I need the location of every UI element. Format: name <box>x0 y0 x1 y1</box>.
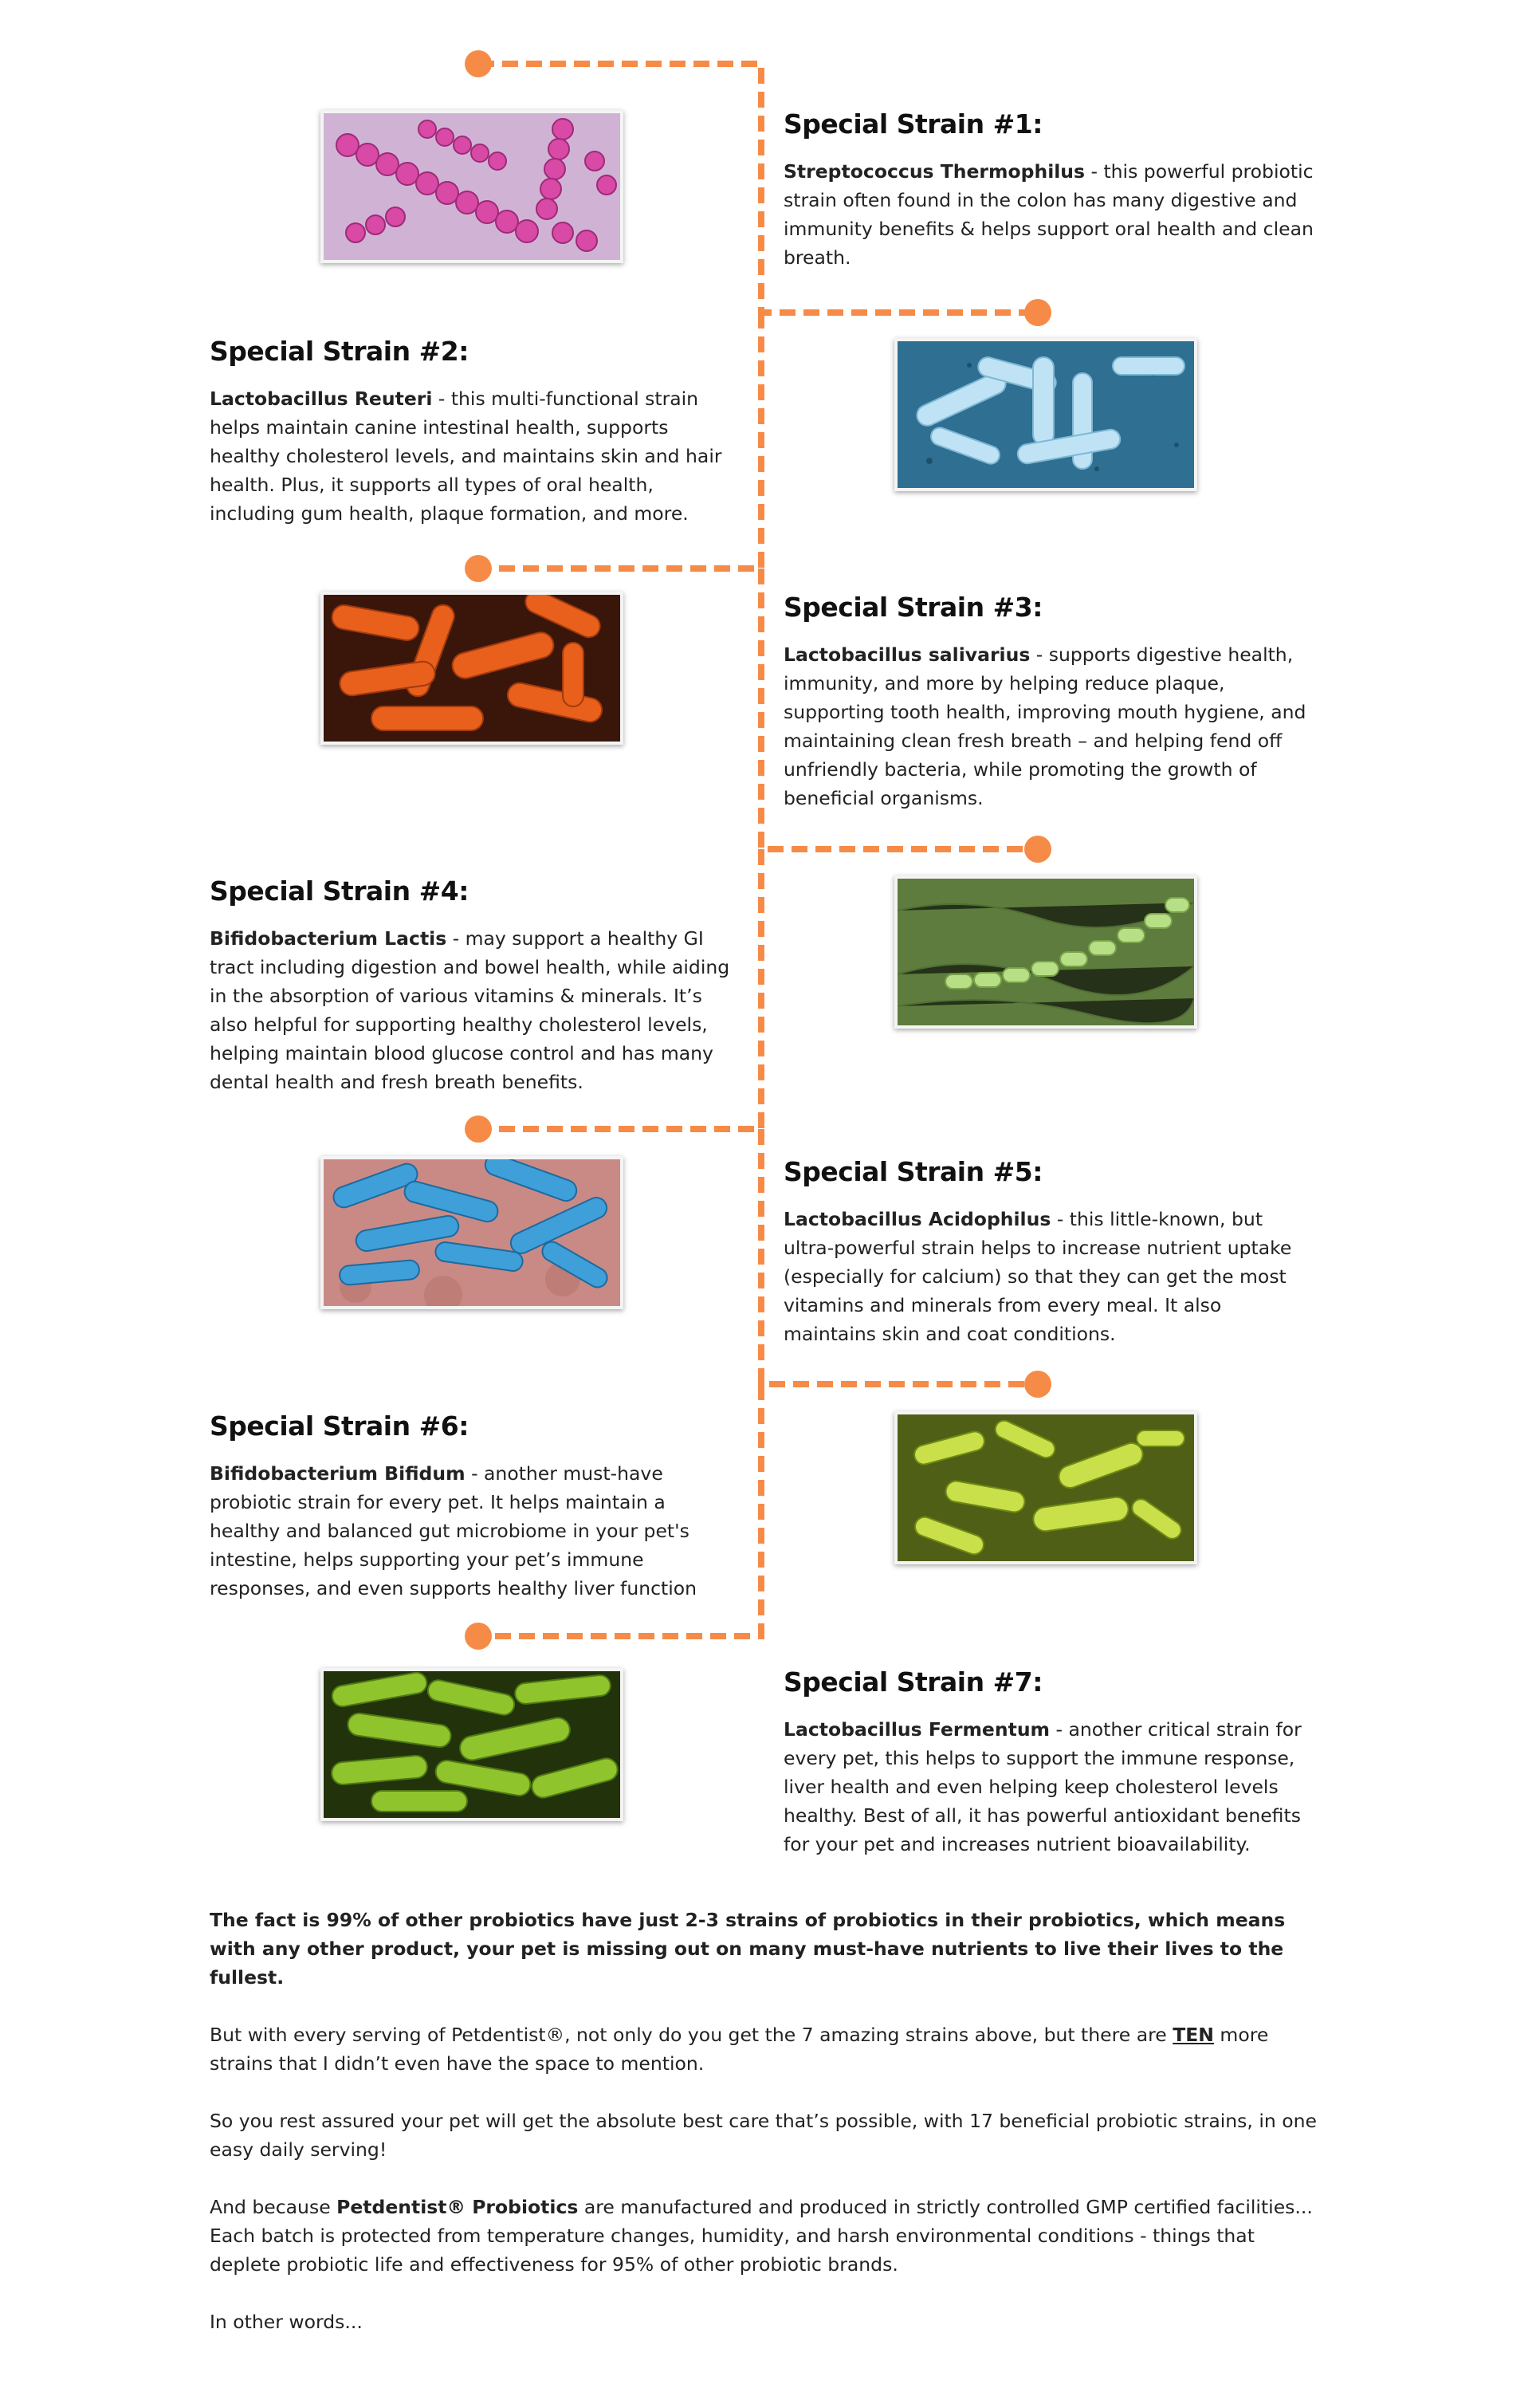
serving-text-end: more strains that I didn’t even have the space to mention. <box>210 2024 1269 2075</box>
strain-description-text: - another critical strain for every pet, this helps to support the immune response, liver health and even helping keep cholesterol levels healthy. Best of all, it has powerful antioxidant benefits for your pet and increases nutrient bioavailability. <box>784 1718 1302 1855</box>
rest-assured-paragraph: So you rest assured your pet will get the absolute best care that’s possible, with 17 beneficial probiotic strains, in one easy daily serving! <box>210 2110 1317 2161</box>
gmp-text-start: And because <box>210 2196 337 2218</box>
in-other-words-paragraph: In other words... <box>210 2311 363 2333</box>
timeline-dot <box>465 50 492 77</box>
serving-paragraph <box>210 2020 1326 2078</box>
strain-title: Special Strain #2: <box>210 336 469 367</box>
blue-bacteria-on-tissue-image <box>320 1156 623 1309</box>
strain-name: Lactobacillus Acidophilus <box>784 1208 1051 1230</box>
strain-name: Lactobacillus Fermentum <box>784 1718 1051 1741</box>
fact-paragraph: The fact is 99% of other probiotics have just 2-3 strains of probiotics in their probiotics, which means with any other product, your pet is missing out on many must-have nutrients to live their lives to the fullest. <box>210 1909 1286 1989</box>
strain-title: Special Strain #7: <box>784 1666 1043 1698</box>
strain-description <box>784 1715 1314 1859</box>
strain-title: Special Strain #5: <box>784 1156 1043 1187</box>
blue-rod-bacteria-image <box>894 338 1197 491</box>
timeline-dot <box>1024 1371 1051 1398</box>
strain-description <box>210 1459 741 1603</box>
strain-4 <box>210 875 741 1096</box>
gmp-paragraph <box>210 2193 1326 2279</box>
strain-2 <box>210 336 741 528</box>
brand-name: Petdentist® Probiotics <box>336 2196 579 2218</box>
strain-title: Special Strain #6: <box>210 1410 469 1442</box>
strain-description <box>784 1205 1314 1348</box>
strain-7 <box>784 1666 1314 1859</box>
strain-6 <box>210 1410 741 1603</box>
timeline-dot <box>465 555 492 582</box>
green-rod-bacteria-image <box>320 1668 623 1821</box>
timeline-dot <box>465 1623 492 1650</box>
strain-description-text: - this multi-functional strain helps maintain canine intestinal health, supports healthy cholesterol levels, and maintains skin and hair health. Plus, it supports all types of oral health, including gum health, plaque formation, and more. <box>210 388 722 525</box>
strain-description-text: - supports digestive health, immunity, and more by helping reduce plaque, supporting tooth health, improving mouth hygiene, and maintaining clean fresh breath – and helping fend off unfriendly bacteria, while promoting the growth of beneficial organisms. <box>784 643 1306 809</box>
summary-copy <box>210 1906 1326 2365</box>
timeline-dot <box>1024 836 1051 863</box>
strain-title: Special Strain #3: <box>784 592 1043 623</box>
strain-name: Streptococcus Thermophilus <box>784 160 1086 183</box>
green-chain-bacteria-image <box>894 875 1197 1029</box>
strain-description-text: - may support a healthy GI tract including digestion and bowel health, while aiding in the absorption of various vitamins & minerals. It’s also helpful for supporting healthy cholesterol levels, helping maintain blood glucose control and has many dental health and fresh breath benefits. <box>210 927 730 1093</box>
strain-title: Special Strain #4: <box>210 875 469 907</box>
strain-description-text: - this powerful probiotic strain often found in the colon has many digestive and immunity benefits & helps support oral health and clean breath. <box>784 160 1314 269</box>
timeline-dot <box>1024 299 1051 326</box>
timeline-dot <box>465 1115 492 1143</box>
strain-description-text: - this little-known, but ultra-powerful strain helps to increase nutrient uptake (especially for calcium) so that they can get the most vitamins and minerals from every meal. It also maintains skin and coat conditions. <box>784 1208 1292 1345</box>
strain-name: Bifidobacterium Bifidum <box>210 1462 466 1485</box>
pink-bacteria-chain-image <box>320 110 623 263</box>
ten-emphasis: TEN <box>1173 2024 1214 2046</box>
strain-5 <box>784 1156 1314 1348</box>
strain-name: Lactobacillus Reuteri <box>210 388 433 410</box>
strain-3 <box>784 592 1314 812</box>
strain-name: Lactobacillus salivarius <box>784 643 1031 666</box>
strain-description <box>784 640 1314 812</box>
yellow-green-bacteria-image <box>894 1411 1197 1564</box>
strain-1 <box>784 108 1314 272</box>
orange-rod-bacteria-image <box>320 592 623 745</box>
gmp-text-end: are manufactured and produced in strictly controlled GMP certified facilities... Each batch is protected from temperature changes, humidity, and harsh environmental conditions - things that deplete probiotic life and effectiveness for 95% of other probiotic brands. <box>210 2196 1313 2276</box>
strain-description <box>210 924 741 1096</box>
strain-description <box>210 384 741 528</box>
serving-text-start: But with every serving of Petdentist®, not only do you get the 7 amazing strains above, but there are <box>210 2024 1173 2046</box>
strain-description-text: - another must-have probiotic strain for every pet. It helps maintain a healthy and balanced gut microbiome in your pet's intestine, helps supporting your pet’s immune responses, and even supports healthy liver function <box>210 1462 697 1599</box>
strain-description <box>784 157 1314 272</box>
strain-name: Bifidobacterium Lactis <box>210 927 447 950</box>
strain-title: Special Strain #1: <box>784 108 1043 140</box>
